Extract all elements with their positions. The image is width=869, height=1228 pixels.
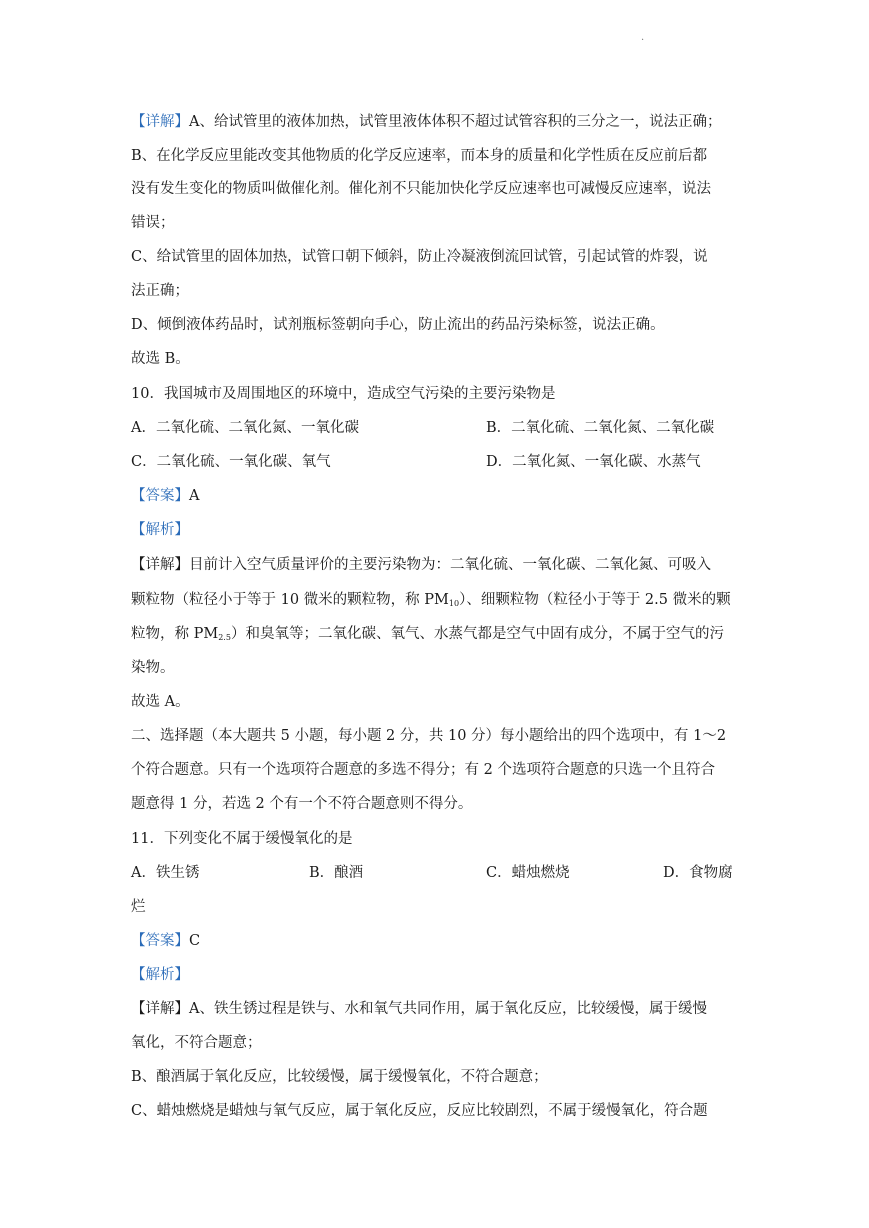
section2-line-1: 二、选择题（本大题共 5 小题，每小题 2 分，共 10 分）每小题给出的四个选项中，有 1～2 [131, 728, 727, 744]
q11-option-d-wrap: 烂 [131, 899, 146, 915]
q11-stem: 11．下列变化不属于缓慢氧化的是 [131, 831, 353, 847]
q9-explain-line-1: 【详解】A、给试管里的液体加热，试管里液体体积不超过试管容积的三分之一，说法正确； [131, 114, 722, 130]
header-dot: . [641, 32, 645, 43]
q10-explain-line-2: 颗粒物（粒径小于等于 10 微米的颗粒物，称 $PM_{10}$）、细颗粒物（粒径小于等于 2.5 微米的颗 [131, 592, 731, 608]
section2-line-3: 题意得 1 分，若选 2 个有一个不符合题意则不得分。 [131, 796, 473, 812]
q9-explain-line-6: 法正确； [131, 283, 189, 299]
q10-explain-line-1: 【详解】目前计入空气质量评价的主要污染物为：二氧化硫、一氧化碳、二氧化氮、可吸入 [131, 557, 711, 573]
q11-explain-line-1: 【详解】A、铁生锈过程是铁与、水和氧气共同作用，属于氧化反应，比较缓慢，属于缓慢 [131, 1001, 707, 1017]
q9-explain-line-2: B、在化学反应里能改变其他物质的化学反应速率，而本身的质量和化学性质在反应前后都 [131, 148, 708, 164]
q10-choose: 故选 A。 [131, 694, 190, 710]
q11-option-d: D．食物腐 [663, 865, 733, 881]
q9-choose: 故选 B。 [131, 351, 190, 367]
q11-explain-line-2: 氧化，不符合题意； [131, 1035, 262, 1051]
q11-answer: 【答案】C [131, 933, 201, 949]
q11-analysis-label: 【解析】 [131, 967, 189, 983]
q10-stem: 10．我国城市及周围地区的环境中，造成空气污染的主要污染物是 [131, 386, 556, 402]
q11-option-c: C．蜡烛燃烧 [486, 865, 570, 881]
q10-option-a: A．二氧化硫、二氧化氮、一氧化碳 [131, 420, 359, 436]
q10-explain-line-3: 粒物，称 $PM_{2.5}$）和臭氧等；二氧化碳、氧气、水蒸气都是空气中固有成分，不属于空气的污 [131, 626, 724, 642]
q11-explain-line-4: C、蜡烛燃烧是蜡烛与氧气反应，属于氧化反应，反应比较剧烈，不属于缓慢氧化，符合题 [131, 1103, 708, 1119]
q9-explain-line-3: 没有发生变化的物质叫做催化剂。催化剂不只能加快化学反应速率也可减慢反应速率，说法 [131, 181, 711, 197]
section2-line-2: 个符合题意。只有一个选项符合题意的多选不得分；有 2 个选项符合题意的只选一个且符合 [131, 762, 715, 778]
q10-option-b: B．二氧化硫、二氧化氮、二氧化碳 [486, 420, 715, 436]
q11-option-a: A．铁生锈 [131, 865, 200, 881]
q11-option-b: B．酿酒 [309, 865, 364, 881]
q10-option-d: D．二氧化氮、一氧化碳、水蒸气 [486, 454, 701, 470]
q10-analysis-label: 【解析】 [131, 522, 189, 538]
q10-option-c: C．二氧化硫、一氧化碳、氧气 [131, 454, 331, 470]
q9-explain-line-7: D、倾倒液体药品时，试剂瓶标签朝向手心，防止流出的药品污染标签，说法正确。 [131, 317, 665, 333]
q9-explain-line-4: 错误； [131, 215, 175, 231]
q10-explain-line-4: 染物。 [131, 660, 175, 676]
q9-explain-line-5: C、给试管里的固体加热，试管口朝下倾斜，防止冷凝液倒流回试管，引起试管的炸裂，说 [131, 249, 708, 265]
q11-explain-line-3: B、酿酒属于氧化反应，比较缓慢，属于缓慢氧化，不符合题意； [131, 1069, 548, 1085]
explain-label: 【详解】 [131, 114, 189, 130]
q10-answer: 【答案】A [131, 488, 200, 504]
